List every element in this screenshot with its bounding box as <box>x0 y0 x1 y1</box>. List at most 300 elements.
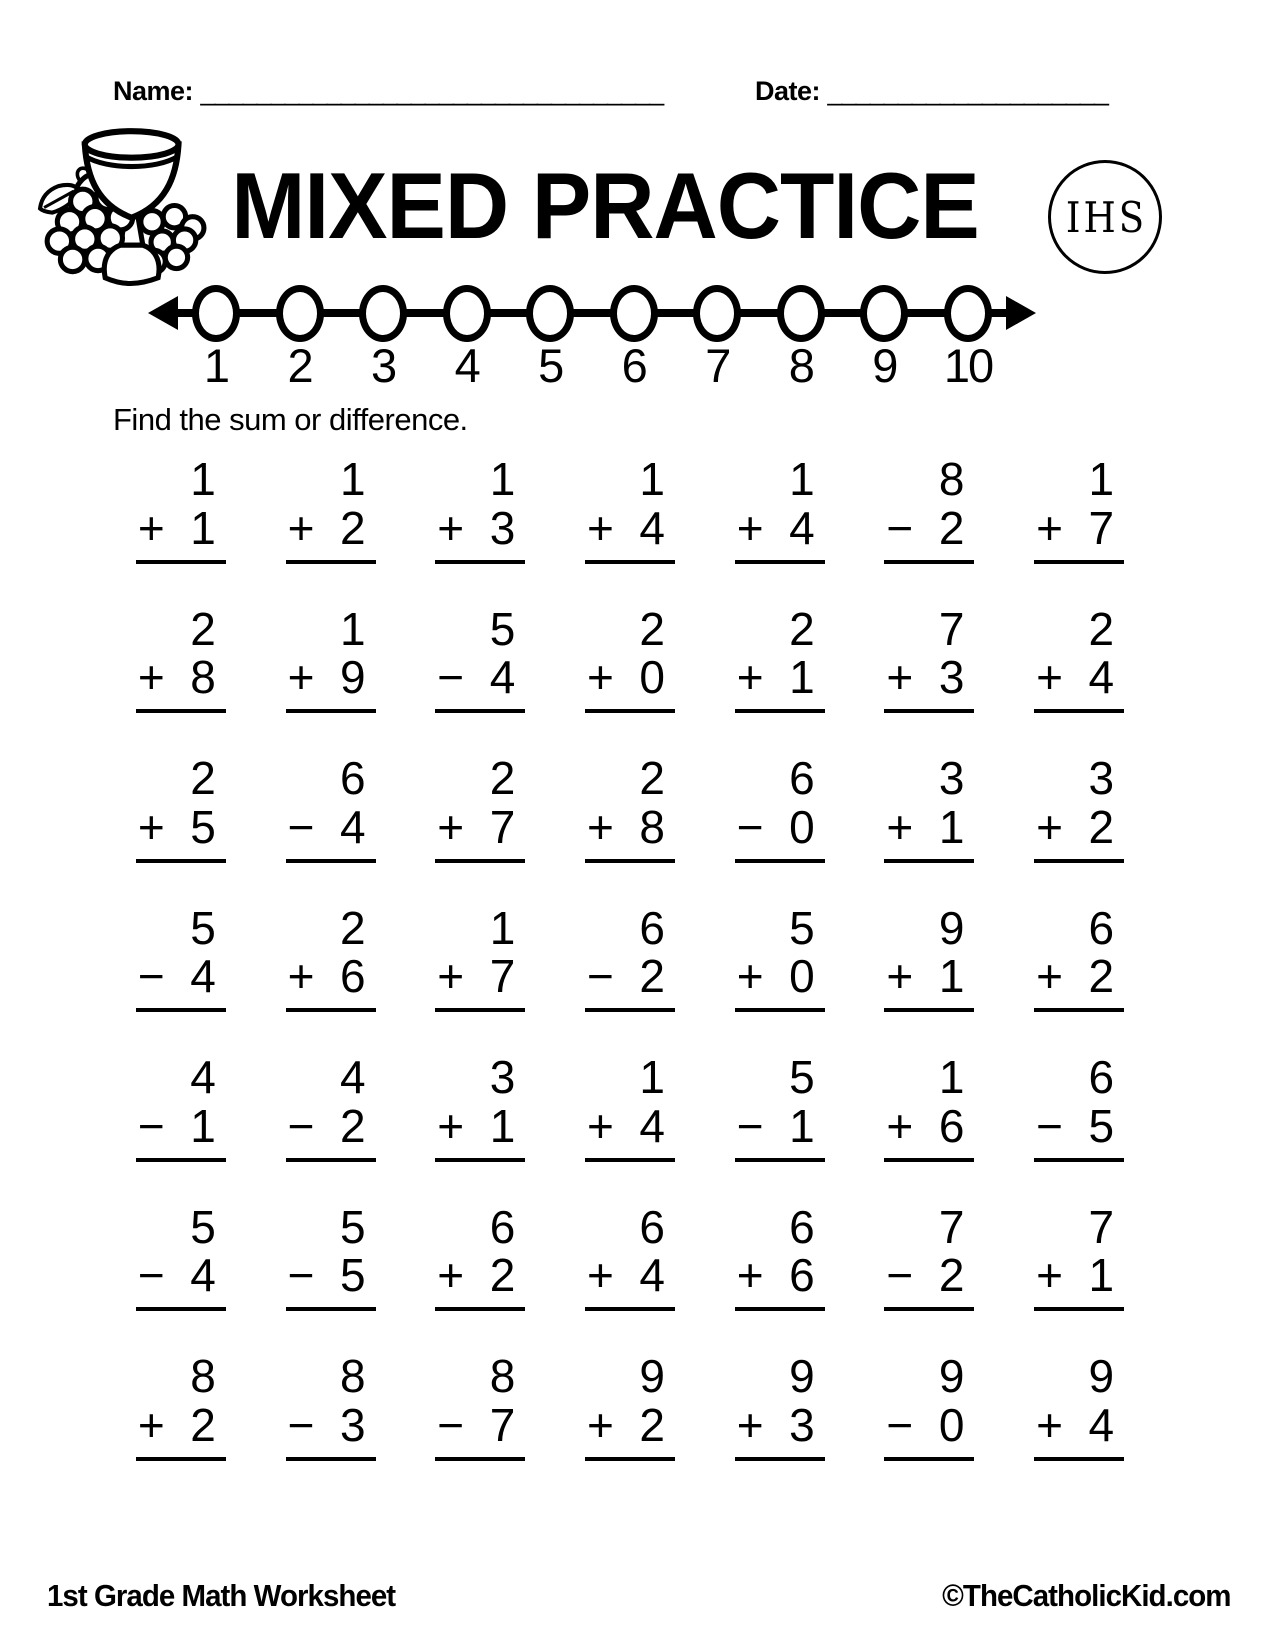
answer-line <box>435 560 525 564</box>
operator: + <box>1036 501 1063 554</box>
bottom-operand: 0 <box>789 800 815 853</box>
operator-and-operand <box>735 800 825 853</box>
operator: + <box>1036 1249 1063 1302</box>
operator-and-operand <box>884 1398 974 1451</box>
bottom-operand: 8 <box>190 651 216 704</box>
answer-line <box>884 859 974 863</box>
bottom-operand: 0 <box>789 950 815 1003</box>
number-line-circle <box>693 285 741 342</box>
bottom-operand: 2 <box>639 1398 665 1451</box>
answer-line <box>1034 709 1124 713</box>
operator: − <box>437 651 465 704</box>
operator-and-operand <box>735 1099 825 1152</box>
bottom-operand: 7 <box>489 950 516 1003</box>
answer-line <box>735 1008 825 1012</box>
answer-line <box>585 1158 675 1162</box>
bottom-operand: 2 <box>938 1249 965 1302</box>
operator-and-operand <box>585 501 675 554</box>
number-line-circle <box>192 285 240 342</box>
operator: + <box>1036 1398 1063 1451</box>
bottom-operand: 2 <box>639 950 665 1003</box>
number-line-label: 7 <box>705 339 730 392</box>
top-operand: 3 <box>489 1051 516 1103</box>
date-label: Date: <box>755 76 821 106</box>
top-operand: 5 <box>789 1051 815 1103</box>
operator-and-operand <box>286 501 376 554</box>
top-operand: 5 <box>190 901 216 954</box>
bottom-operand: 4 <box>489 651 516 704</box>
math-problem <box>884 455 974 564</box>
operator: + <box>586 1398 614 1451</box>
bottom-operand: 4 <box>789 501 815 554</box>
operator: + <box>437 501 465 554</box>
bottom-operand: 2 <box>489 1249 516 1302</box>
operator-and-operand <box>136 800 226 853</box>
bottom-operand: 1 <box>489 1099 516 1152</box>
bottom-operand: 5 <box>339 1249 366 1302</box>
top-operand: 8 <box>190 1350 216 1402</box>
operator: + <box>736 950 764 1003</box>
math-problem <box>735 754 825 863</box>
bottom-operand: 1 <box>789 1099 815 1152</box>
bottom-operand: 3 <box>339 1398 366 1451</box>
math-problem <box>585 901 675 1013</box>
top-operand: 7 <box>938 1200 965 1253</box>
operator-and-operand <box>884 501 974 554</box>
operator-and-operand <box>286 1398 376 1451</box>
number-line-label: 8 <box>788 339 813 392</box>
number-line <box>148 282 1036 344</box>
answer-line <box>884 1158 974 1162</box>
answer-line <box>286 1457 376 1461</box>
math-problem <box>1034 754 1124 863</box>
bottom-operand: 1 <box>190 501 216 554</box>
bottom-operand: 0 <box>938 1398 965 1451</box>
number-line-labels <box>148 338 1036 393</box>
top-operand: 8 <box>489 1350 516 1402</box>
top-operand: 5 <box>339 1200 366 1253</box>
operator: + <box>586 651 614 704</box>
math-problem <box>435 455 525 564</box>
bottom-operand: 7 <box>489 1398 516 1451</box>
number-line-label: 4 <box>454 339 479 392</box>
math-problem <box>136 602 226 714</box>
answer-line <box>884 709 974 713</box>
top-operand: 6 <box>789 1200 815 1253</box>
number-line-label: 6 <box>621 339 646 392</box>
operator-and-operand <box>1034 1251 1124 1300</box>
operator: + <box>886 651 914 704</box>
operator: − <box>137 1099 165 1152</box>
bottom-operand: 1 <box>1088 1249 1115 1302</box>
name-field <box>113 76 663 107</box>
operator: + <box>586 1099 614 1152</box>
top-operand: 2 <box>789 602 815 655</box>
math-problem <box>286 754 376 863</box>
answer-line <box>735 1307 825 1311</box>
bottom-operand: 5 <box>190 800 216 853</box>
operator-and-operand <box>136 501 226 554</box>
math-problem <box>136 1053 226 1162</box>
top-operand: 2 <box>639 752 665 804</box>
answer-line <box>136 859 226 863</box>
top-operand: 9 <box>1088 1350 1115 1402</box>
number-line-circle <box>526 285 574 342</box>
number-line-circle <box>944 285 992 342</box>
math-problem <box>435 1352 525 1461</box>
top-operand: 2 <box>190 752 216 804</box>
number-line-circle <box>443 285 491 342</box>
bottom-operand: 1 <box>789 651 815 704</box>
answer-line <box>884 1457 974 1461</box>
number-line-label: 2 <box>287 339 312 392</box>
ihs-badge <box>1048 160 1162 274</box>
instruction-text: Find the sum or difference. <box>113 402 468 437</box>
operator-and-operand <box>136 653 226 702</box>
operator-and-operand <box>286 1099 376 1152</box>
top-operand: 1 <box>1088 453 1115 505</box>
bottom-operand: 0 <box>639 651 665 704</box>
top-operand: 9 <box>938 1350 965 1402</box>
math-problem <box>136 455 226 564</box>
operator-and-operand <box>735 501 825 554</box>
answer-line <box>1034 560 1124 564</box>
top-operand: 6 <box>489 1200 516 1253</box>
math-problem <box>735 1200 825 1312</box>
operator: + <box>1036 950 1063 1003</box>
math-problem <box>735 1053 825 1162</box>
bottom-operand: 3 <box>938 651 965 704</box>
operator-and-operand <box>1034 501 1124 554</box>
answer-line <box>735 859 825 863</box>
bottom-operand: 4 <box>339 800 366 853</box>
top-operand: 7 <box>938 602 965 655</box>
operator: + <box>137 501 165 554</box>
math-problem <box>136 1200 226 1312</box>
name-blank-line: _________________________________ <box>200 76 664 106</box>
answer-line <box>1034 1158 1124 1162</box>
answer-line <box>435 709 525 713</box>
operator: + <box>137 800 165 853</box>
date-blank-line: ____________________ <box>827 76 1108 106</box>
math-problem <box>1034 901 1124 1013</box>
math-problem <box>585 455 675 564</box>
operator: + <box>736 1398 764 1451</box>
math-problem <box>884 901 974 1013</box>
answer-line <box>286 1158 376 1162</box>
number-line-circle <box>276 285 324 342</box>
bottom-operand: 4 <box>1088 1398 1115 1451</box>
date-field <box>755 76 1108 107</box>
operator: − <box>886 1398 914 1451</box>
top-operand: 1 <box>489 453 516 505</box>
bottom-operand: 2 <box>339 501 366 554</box>
bottom-operand: 6 <box>938 1099 965 1152</box>
bottom-operand: 4 <box>639 1099 665 1152</box>
answer-line <box>1034 1008 1124 1012</box>
answer-line <box>585 709 675 713</box>
math-problem <box>1034 1352 1124 1461</box>
top-operand: 1 <box>339 602 366 655</box>
bottom-operand: 2 <box>1088 950 1115 1003</box>
bottom-operand: 2 <box>339 1099 366 1152</box>
math-problem <box>435 901 525 1013</box>
top-operand: 6 <box>639 1200 665 1253</box>
bottom-operand: 4 <box>639 501 665 554</box>
answer-line <box>286 709 376 713</box>
bottom-operand: 2 <box>190 1398 216 1451</box>
bottom-operand: 4 <box>190 1249 216 1302</box>
chalice-grapes-icon <box>33 122 213 290</box>
operator-and-operand <box>286 800 376 853</box>
top-operand: 6 <box>789 752 815 804</box>
top-operand: 9 <box>639 1350 665 1402</box>
math-problem <box>585 1200 675 1312</box>
answer-line <box>286 560 376 564</box>
operator-and-operand <box>1034 1398 1124 1451</box>
operator-and-operand <box>585 653 675 702</box>
top-operand: 1 <box>938 1051 965 1103</box>
answer-line <box>435 1008 525 1012</box>
operator: − <box>586 950 614 1003</box>
operator: + <box>1036 651 1063 704</box>
answer-line <box>136 1457 226 1461</box>
top-operand: 2 <box>489 752 516 804</box>
top-operand: 1 <box>639 1051 665 1103</box>
operator: + <box>287 501 315 554</box>
operator-and-operand <box>435 1251 525 1300</box>
top-operand: 4 <box>339 1051 366 1103</box>
operator: − <box>437 1398 465 1451</box>
answer-line <box>286 1008 376 1012</box>
bottom-operand: 2 <box>938 501 965 554</box>
math-problem <box>884 754 974 863</box>
answer-line <box>286 859 376 863</box>
answer-line <box>585 859 675 863</box>
operator: + <box>736 651 764 704</box>
operator-and-operand <box>585 1398 675 1451</box>
math-problem <box>585 754 675 863</box>
math-problem <box>435 1200 525 1312</box>
operator-and-operand <box>585 800 675 853</box>
bottom-operand: 7 <box>1088 501 1115 554</box>
top-operand: 2 <box>1088 602 1115 655</box>
bottom-operand: 3 <box>489 501 516 554</box>
math-problem <box>884 1053 974 1162</box>
answer-line <box>136 1008 226 1012</box>
number-line-label: 5 <box>538 339 563 392</box>
operator-and-operand <box>1034 1099 1124 1152</box>
math-problem <box>286 455 376 564</box>
operator: − <box>736 800 764 853</box>
operator-and-operand <box>585 1099 675 1152</box>
answer-line <box>884 1008 974 1012</box>
top-operand: 5 <box>190 1200 216 1253</box>
operator: − <box>886 501 914 554</box>
top-operand: 2 <box>190 602 216 655</box>
math-problem <box>585 1352 675 1461</box>
operator-and-operand <box>286 653 376 702</box>
bottom-operand: 9 <box>339 651 366 704</box>
answer-line <box>136 709 226 713</box>
operator-and-operand <box>884 653 974 702</box>
operator-and-operand <box>136 1251 226 1300</box>
arrow-right-icon <box>1006 296 1036 330</box>
bottom-operand: 7 <box>489 800 516 853</box>
operator-and-operand <box>435 1099 525 1152</box>
bottom-operand: 8 <box>639 800 665 853</box>
bottom-operand: 4 <box>639 1249 665 1302</box>
footer-worksheet-label: 1st Grade Math Worksheet <box>47 1578 396 1613</box>
operator-and-operand <box>435 1398 525 1451</box>
operator-and-operand <box>1034 800 1124 853</box>
page-title: MIXED PRACTICE <box>231 153 979 259</box>
answer-line <box>435 1457 525 1461</box>
operator: − <box>886 1249 914 1302</box>
operator-and-operand <box>884 1251 974 1300</box>
bottom-operand: 2 <box>1088 800 1115 853</box>
operator-and-operand <box>735 1251 825 1300</box>
operator: − <box>287 1398 315 1451</box>
math-problem <box>136 901 226 1013</box>
math-problem <box>884 1200 974 1312</box>
math-problem <box>735 901 825 1013</box>
operator: + <box>586 501 614 554</box>
operator-and-operand <box>735 1398 825 1451</box>
operator: + <box>586 1249 614 1302</box>
operator-and-operand <box>435 501 525 554</box>
name-label: Name: <box>113 76 194 106</box>
top-operand: 1 <box>789 453 815 505</box>
answer-line <box>286 1307 376 1311</box>
operator: + <box>886 800 914 853</box>
answer-line <box>1034 1457 1124 1461</box>
math-problem <box>435 1053 525 1162</box>
math-problem <box>735 1352 825 1461</box>
operator-and-operand <box>884 1099 974 1152</box>
operator: − <box>1036 1099 1063 1152</box>
top-operand: 5 <box>489 602 516 655</box>
operator: + <box>886 950 914 1003</box>
ihs-badge-text: IHS <box>1065 192 1148 242</box>
bottom-operand: 1 <box>190 1099 216 1152</box>
math-problem <box>136 754 226 863</box>
operator-and-operand <box>884 800 974 853</box>
math-problem <box>435 602 525 714</box>
bottom-operand: 1 <box>938 800 965 853</box>
top-operand: 9 <box>789 1350 815 1402</box>
answer-line <box>435 1158 525 1162</box>
answer-line <box>884 560 974 564</box>
number-line-label: 10 <box>943 339 993 392</box>
operator: + <box>287 651 315 704</box>
operator-and-operand <box>735 653 825 702</box>
answer-line <box>435 1307 525 1311</box>
top-operand: 6 <box>1088 1051 1115 1103</box>
operator: + <box>287 950 315 1003</box>
problems-grid <box>106 455 1154 1461</box>
operator: + <box>437 950 465 1003</box>
operator: + <box>586 800 614 853</box>
bottom-operand: 6 <box>339 950 366 1003</box>
math-problem <box>286 1352 376 1461</box>
math-problem <box>286 901 376 1013</box>
bottom-operand: 1 <box>938 950 965 1003</box>
answer-line <box>1034 859 1124 863</box>
operator: + <box>886 1099 914 1152</box>
operator-and-operand <box>435 653 525 702</box>
bottom-operand: 6 <box>789 1249 815 1302</box>
math-problem <box>1034 1200 1124 1312</box>
operator-and-operand <box>136 1099 226 1152</box>
top-operand: 3 <box>938 752 965 804</box>
bottom-operand: 4 <box>1088 651 1115 704</box>
operator: + <box>437 800 465 853</box>
operator-and-operand <box>585 952 675 1001</box>
answer-line <box>735 1457 825 1461</box>
math-problem <box>1034 455 1124 564</box>
math-problem <box>585 1053 675 1162</box>
math-problem <box>1034 1053 1124 1162</box>
bottom-operand: 4 <box>190 950 216 1003</box>
top-operand: 8 <box>938 453 965 505</box>
answer-line <box>735 1158 825 1162</box>
top-operand: 3 <box>1088 752 1115 804</box>
answer-line <box>735 560 825 564</box>
operator: + <box>437 1099 465 1152</box>
arrow-left-icon <box>148 296 178 330</box>
answer-line <box>435 859 525 863</box>
answer-line <box>585 1008 675 1012</box>
top-operand: 1 <box>489 901 516 954</box>
number-line-circle <box>777 285 825 342</box>
answer-line <box>136 560 226 564</box>
number-line-circles <box>192 285 992 342</box>
math-problem <box>884 1352 974 1461</box>
top-operand: 6 <box>639 901 665 954</box>
number-line-circle <box>610 285 658 342</box>
operator-and-operand <box>585 1251 675 1300</box>
operator: − <box>137 1249 165 1302</box>
operator-and-operand <box>435 952 525 1001</box>
answer-line <box>735 709 825 713</box>
number-line-label: 1 <box>203 339 229 392</box>
bottom-operand: 3 <box>789 1398 815 1451</box>
math-problem <box>585 602 675 714</box>
math-problem <box>136 1352 226 1461</box>
operator: + <box>736 1249 764 1302</box>
math-problem <box>735 602 825 714</box>
top-operand: 5 <box>789 901 815 954</box>
top-operand: 8 <box>339 1350 366 1402</box>
operator-and-operand <box>286 1251 376 1300</box>
top-operand: 4 <box>190 1051 216 1103</box>
top-operand: 1 <box>190 453 216 505</box>
top-operand: 6 <box>339 752 366 804</box>
footer-copyright: ©TheCatholicKid.com <box>942 1578 1231 1613</box>
number-line-label: 9 <box>872 339 897 392</box>
answer-line <box>884 1307 974 1311</box>
top-operand: 2 <box>639 602 665 655</box>
answer-line <box>1034 1307 1124 1311</box>
number-line-circle <box>359 285 407 342</box>
answer-line <box>585 1307 675 1311</box>
answer-line <box>136 1307 226 1311</box>
operator: + <box>736 501 764 554</box>
top-operand: 7 <box>1088 1200 1115 1253</box>
operator: − <box>287 800 315 853</box>
number-line-circle <box>860 285 908 342</box>
